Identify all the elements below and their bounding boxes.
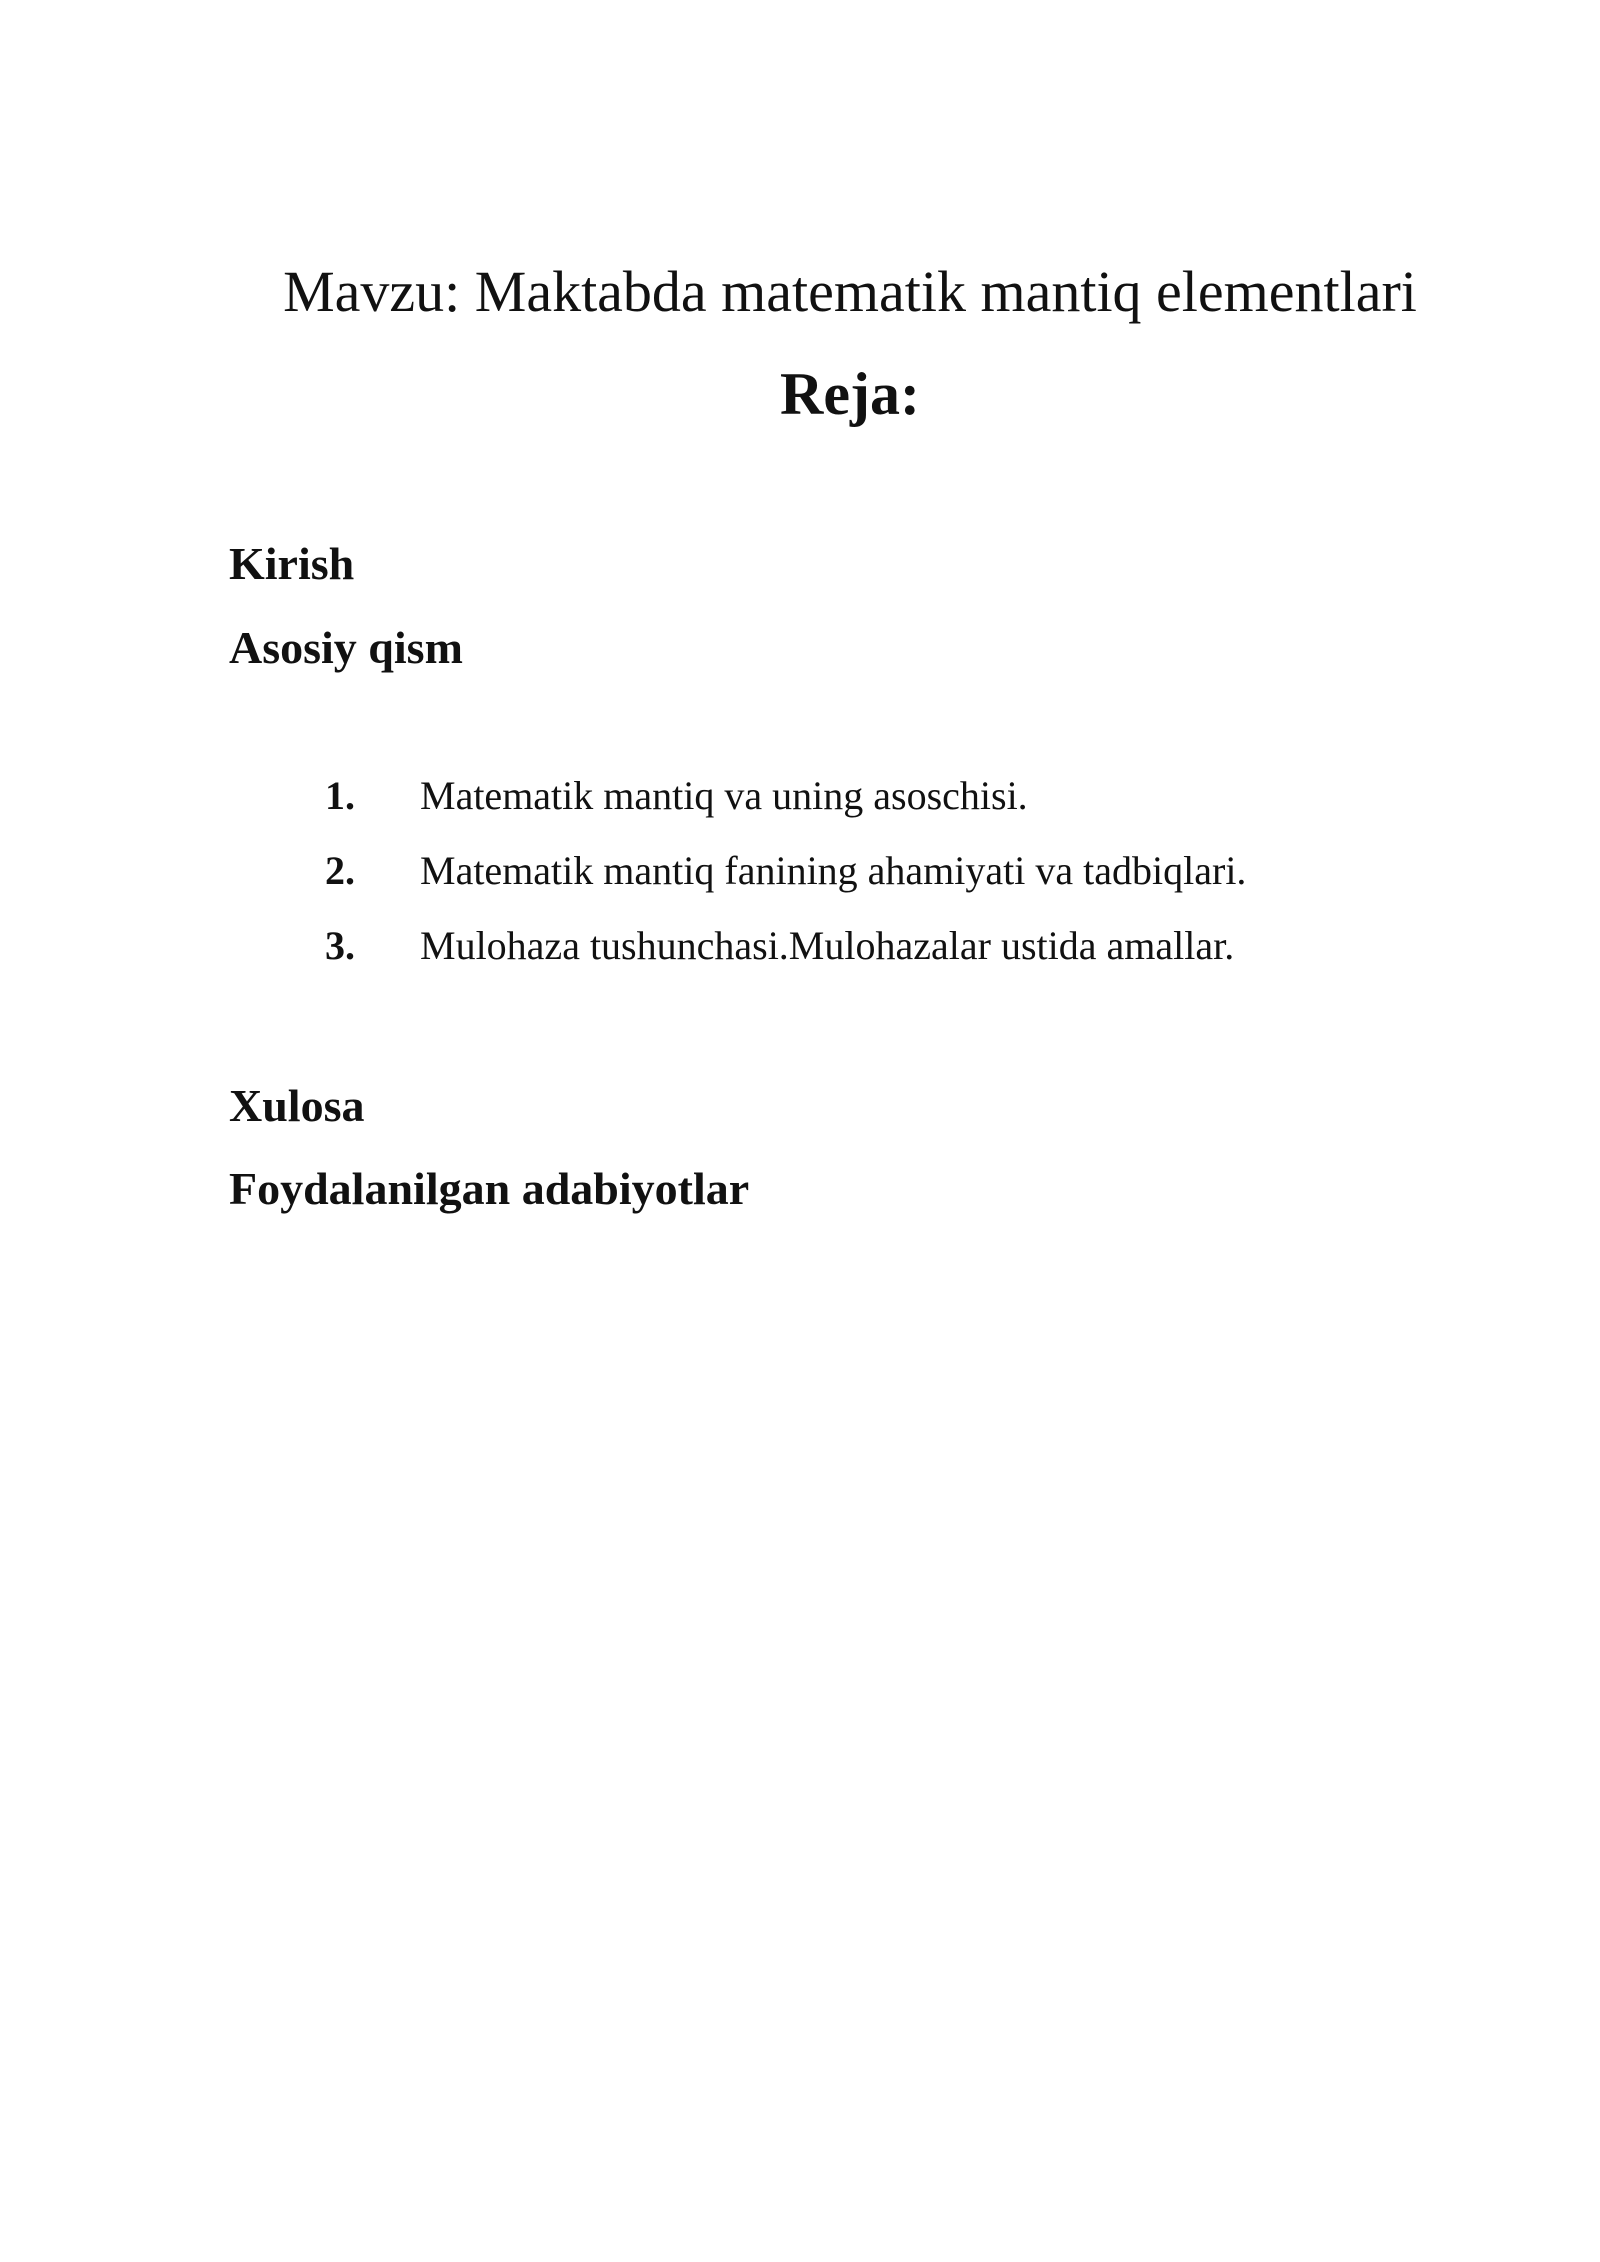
section-main: Asosiy qism — [229, 622, 463, 673]
list-item-number: 3. — [325, 923, 355, 968]
document-title: Mavzu: Maktabda matematik mantiq elementlari — [283, 259, 1417, 324]
section-intro: Kirish — [229, 538, 355, 589]
list-item — [0, 845, 1600, 920]
list-item-text: Matematik mantiq fanining ahamiyati va tadbiqlari. — [420, 848, 1247, 893]
list-item — [0, 920, 1600, 995]
plan-list — [0, 770, 1600, 995]
list-item-text: Mulohaza tushunchasi.Mulohazalar ustida amallar. — [420, 923, 1235, 968]
section-conclusion: Xulosa — [229, 1080, 365, 1131]
list-item-number: 2. — [325, 848, 355, 893]
section-references: Foydalanilgan adabiyotlar — [229, 1163, 750, 1214]
list-item — [0, 770, 1600, 845]
plan-heading: Reja: — [780, 361, 920, 427]
list-item-text: Matematik mantiq va uning asoschisi. — [420, 773, 1028, 818]
list-item-number: 1. — [325, 773, 355, 818]
